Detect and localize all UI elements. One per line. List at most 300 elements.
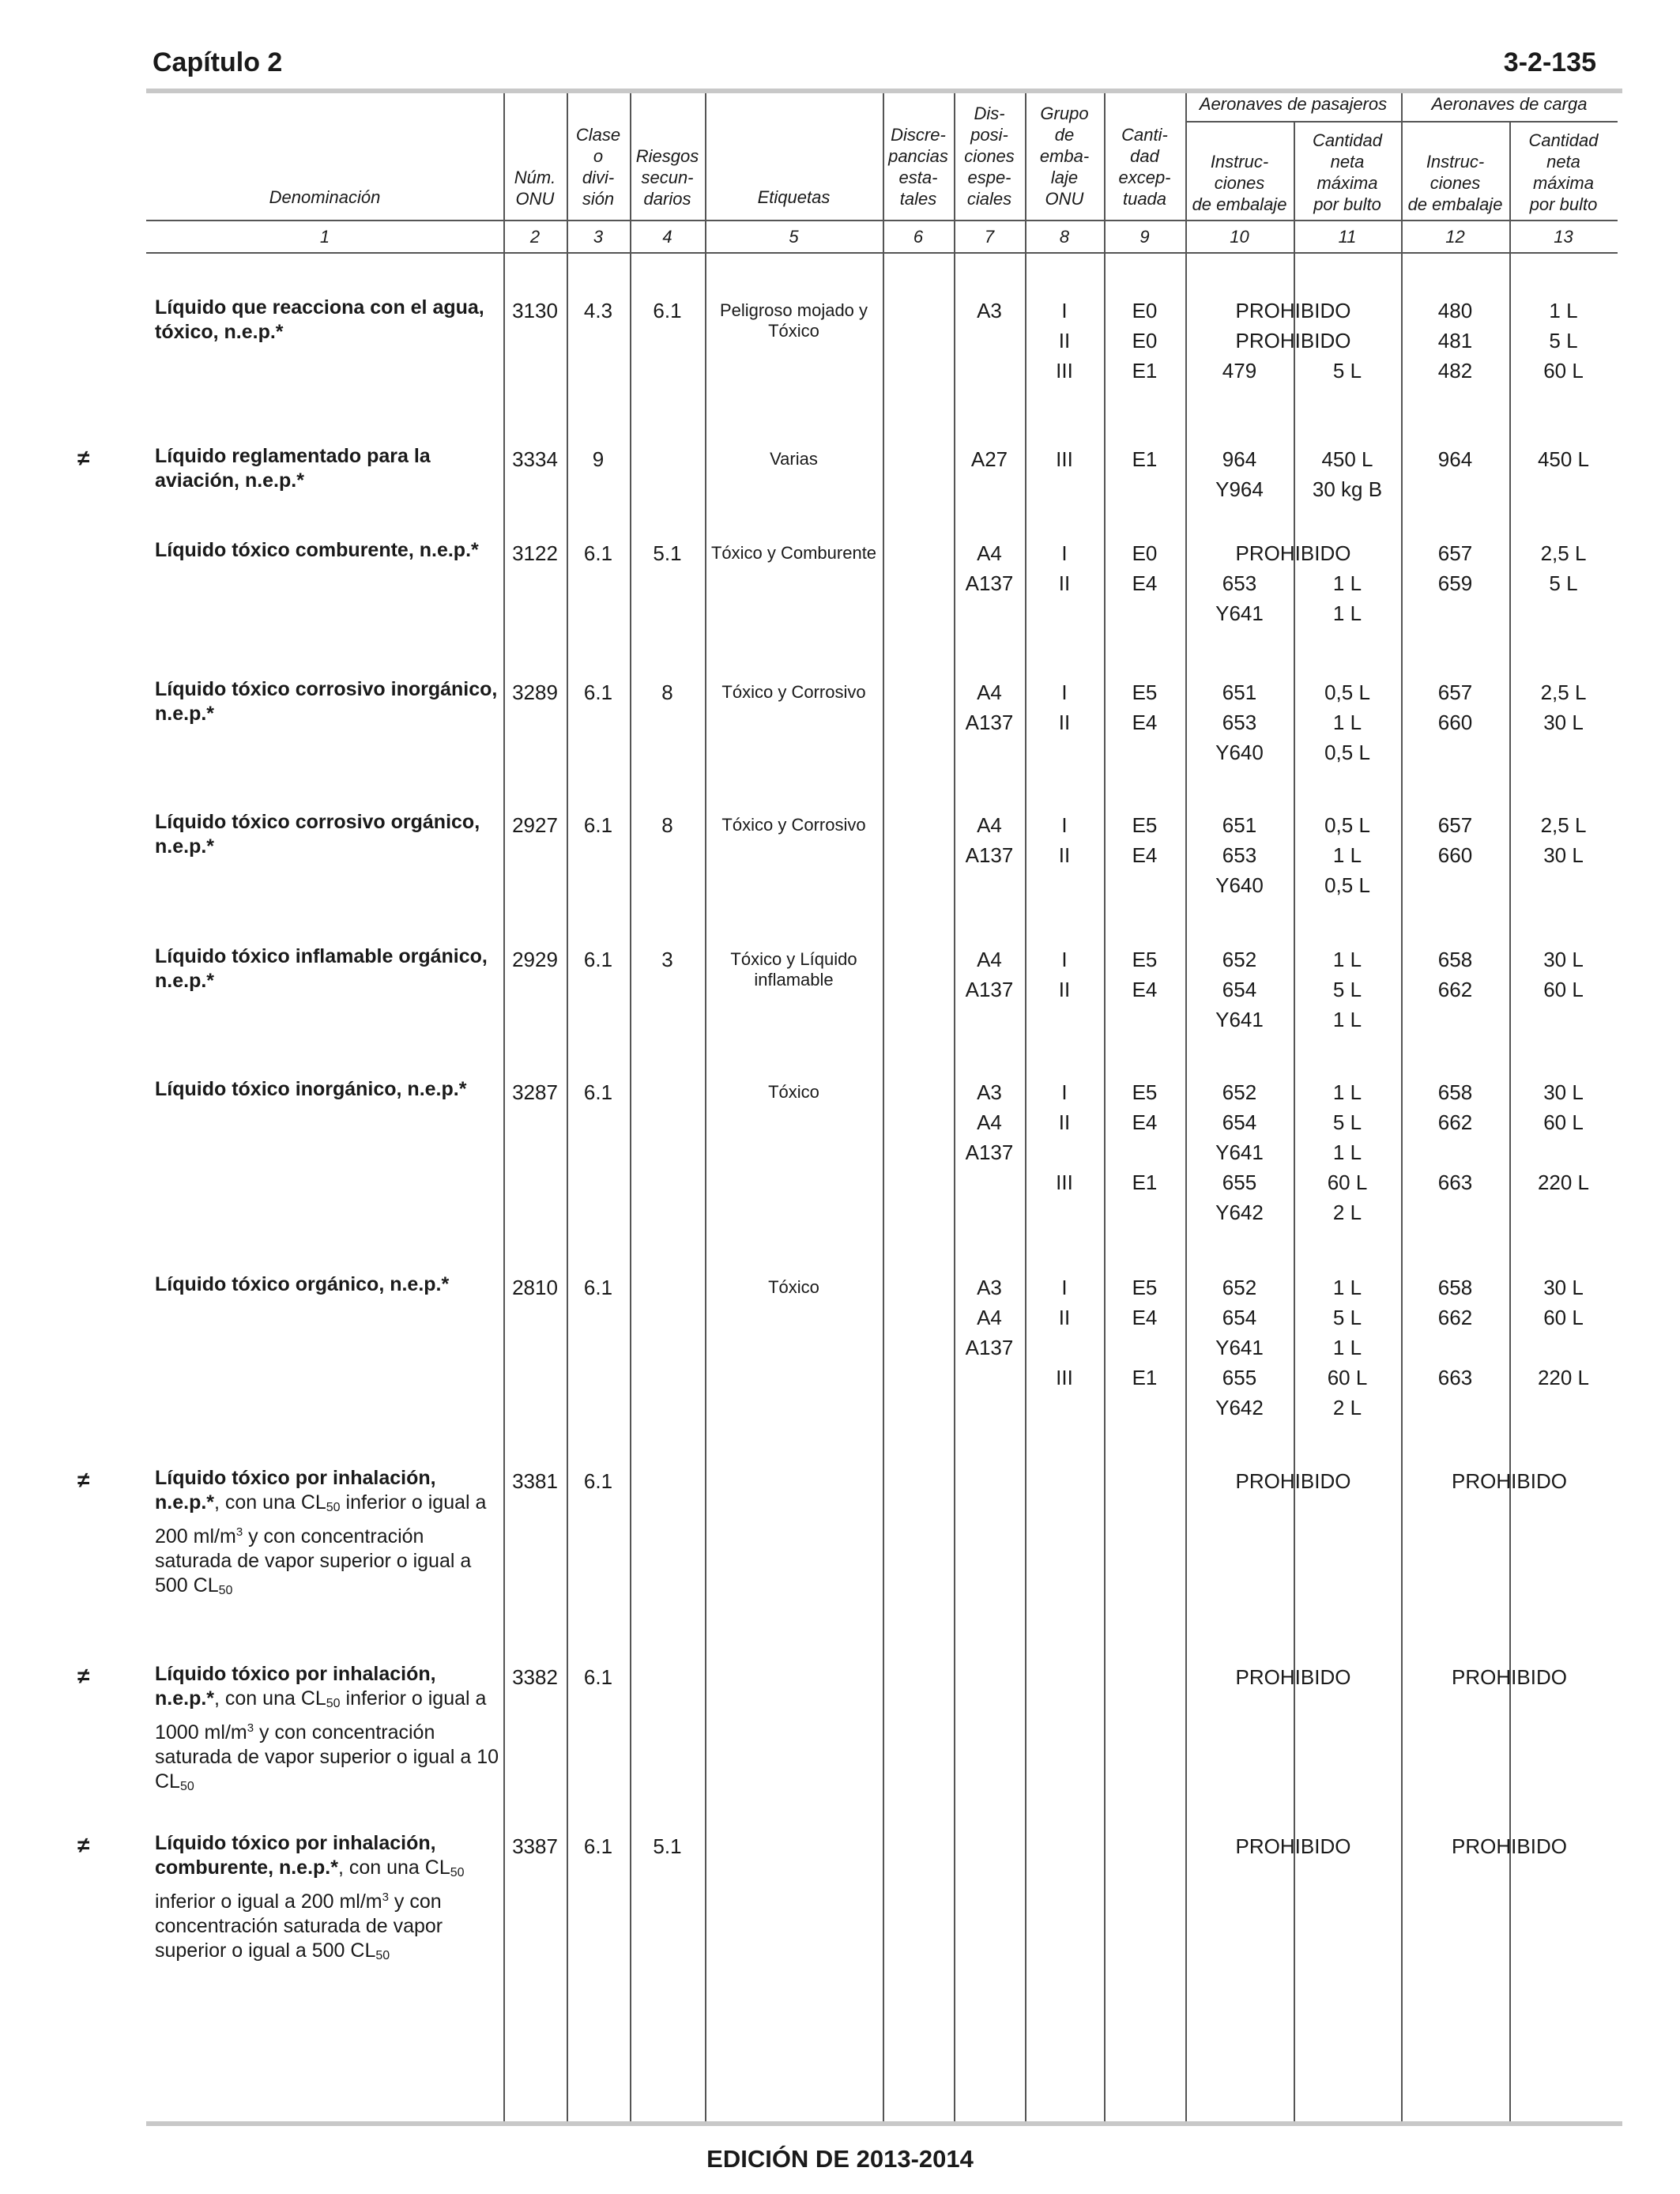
packing-group-value: II xyxy=(1058,1110,1071,1134)
pax-quantity-value: 1 L xyxy=(1332,1336,1362,1359)
pax-instruction-value: 654 xyxy=(1222,1306,1257,1329)
packing-group-value: I xyxy=(1061,541,1068,565)
pax-instruction-value: 653 xyxy=(1222,571,1257,595)
hazard-label: Tóxico y Líquido inflamable xyxy=(730,949,857,990)
class-division xyxy=(567,944,630,974)
column-rule xyxy=(630,93,631,2121)
cargo-max-quantity xyxy=(1509,538,1618,598)
cargo-max-quantity-value xyxy=(1509,1333,1618,1363)
subsidiary-risk-value xyxy=(630,1077,705,1107)
packing-group-value: II xyxy=(1058,711,1071,734)
packing-group-value: III xyxy=(1056,1366,1073,1389)
packing-group-value: I xyxy=(1061,813,1068,837)
cargo-packing-instruction-value xyxy=(1401,1137,1509,1167)
packing-group xyxy=(1025,677,1104,737)
class-division-value: 6.1 xyxy=(583,1080,613,1104)
pax-max-quantity xyxy=(1294,444,1401,504)
subsidiary-risk xyxy=(630,944,705,974)
subsidiary-risk xyxy=(630,1272,705,1302)
excepted-quantity-value: E5 xyxy=(1132,680,1158,704)
column-number: 8 xyxy=(1059,227,1070,247)
pax-packing-instruction xyxy=(1185,444,1294,504)
pax-packing-instruction xyxy=(1185,1272,1294,1423)
pax-quantity-value xyxy=(1294,326,1401,356)
class-division-value: 6.1 xyxy=(583,680,613,704)
substance-name: Líquido tóxico por inhalación, n.e.p.*, con una $CL_{50}$ inferior o igual a 200 $ml/m^3$ y con concentración saturada de vapor superior o igual a 500 $CL_{50}$ xyxy=(155,1467,487,1597)
col-header-cant-pax: Cantidad neta máxima por bulto xyxy=(1312,130,1383,214)
pax-instruction-value: Y640 xyxy=(1215,741,1264,764)
cargo-packing-instruction-value: 660 xyxy=(1437,843,1473,867)
pax-quantity-value: 0,5 L xyxy=(1324,813,1370,837)
cargo-max-quantity xyxy=(1509,810,1618,870)
cargo-max-quantity-value: 30 L xyxy=(1543,1080,1584,1104)
group-rule xyxy=(1185,121,1618,123)
cargo-max-quantity xyxy=(1509,1077,1618,1197)
pax-quantity-value: 60 L xyxy=(1327,1171,1368,1194)
excepted-quantity-value: E1 xyxy=(1132,1171,1158,1194)
subsidiary-risk-value: 8 xyxy=(661,813,673,837)
substance-name: Líquido tóxico corrosivo orgánico, n.e.p.* xyxy=(155,811,480,858)
header-rule xyxy=(146,220,1618,221)
column-number: 7 xyxy=(984,227,995,247)
special-provisions-value: A4 xyxy=(977,813,1002,837)
pax-instruction-value: 651 xyxy=(1222,680,1257,704)
cargo-packing-instruction-value: 481 xyxy=(1437,329,1473,352)
un-number xyxy=(503,1077,567,1107)
column-number: 10 xyxy=(1230,227,1249,247)
pax-instruction-value: Y641 xyxy=(1215,1140,1264,1164)
special-provisions-value: A137 xyxy=(965,711,1014,734)
chapter-title: Capítulo 2 xyxy=(153,47,283,77)
subsidiary-risk xyxy=(630,1662,705,1692)
pax-instruction-value: 654 xyxy=(1222,1110,1257,1134)
excepted-quantity xyxy=(1104,810,1185,870)
pax-instruction-value: Y964 xyxy=(1215,477,1264,501)
col-header-etiquetas: Etiquetas xyxy=(757,187,831,207)
packing-group-value xyxy=(1025,1333,1104,1363)
pax-instruction-value: Y642 xyxy=(1215,1396,1264,1419)
packing-group-value: I xyxy=(1061,1276,1068,1299)
pax-instruction-value: 653 xyxy=(1222,711,1257,734)
packing-group xyxy=(1025,944,1104,1005)
pax-instruction-value: Y641 xyxy=(1215,601,1264,625)
hazard-label: Peligroso mojado y Tóxico xyxy=(719,300,868,341)
excepted-quantity-value: E5 xyxy=(1132,813,1158,837)
cargo-packing-instruction xyxy=(1401,677,1509,737)
column-number: 1 xyxy=(319,227,330,247)
column-rule xyxy=(567,93,568,2121)
col-header-instr-cargo: Instruc- ciones de embalaje xyxy=(1407,152,1503,214)
excepted-quantity xyxy=(1104,1272,1185,1393)
cargo-packing-instruction-value: 657 xyxy=(1437,680,1473,704)
cargo-packing-instruction-value: 659 xyxy=(1437,571,1473,595)
excepted-quantity-value: E0 xyxy=(1132,299,1158,322)
cargo-max-quantity-value xyxy=(1509,1137,1618,1167)
pax-max-quantity xyxy=(1294,1272,1401,1423)
class-division xyxy=(567,1272,630,1302)
excepted-quantity xyxy=(1104,677,1185,737)
col-group-carga: Aeronaves de carga xyxy=(1431,94,1588,114)
cargo-max-quantity xyxy=(1509,677,1618,737)
substance-name: Líquido tóxico inorgánico, n.e.p.* xyxy=(155,1078,467,1100)
cargo-max-quantity-value: 30 L xyxy=(1543,1276,1584,1299)
cargo-packing-instruction-value: 658 xyxy=(1437,1276,1473,1299)
column-number: 5 xyxy=(789,227,799,247)
pax-max-quantity xyxy=(1294,810,1401,900)
un-number xyxy=(503,1831,567,1861)
special-provisions-value: A4 xyxy=(977,680,1002,704)
pax-quantity-value: 5 L xyxy=(1332,978,1362,1001)
special-provisions xyxy=(954,1077,1025,1167)
subsidiary-risk-value xyxy=(630,1272,705,1302)
pax-quantity-value: 5 L xyxy=(1332,1110,1362,1134)
cargo-packing-instruction xyxy=(1401,296,1509,386)
packing-group xyxy=(1025,1272,1104,1393)
cargo-max-quantity-value: 5 L xyxy=(1549,329,1578,352)
subsidiary-risk xyxy=(630,810,705,840)
pax-instruction-value: 652 xyxy=(1222,1276,1257,1299)
pax-prohibited: PROHIBIDO xyxy=(1235,1665,1351,1689)
packing-group-value: III xyxy=(1056,359,1073,383)
pax-quantity-value: 1 L xyxy=(1332,948,1362,971)
substance-name: Líquido tóxico corrosivo inorgánico, n.e.p.* xyxy=(155,678,498,725)
cargo-max-quantity-value: 450 L xyxy=(1537,447,1590,471)
pax-quantity-value: 1 L xyxy=(1332,1080,1362,1104)
special-provisions xyxy=(954,810,1025,870)
edition-footer: EDICIÓN DE 2013-2014 xyxy=(706,2145,974,2173)
excepted-quantity xyxy=(1104,1077,1185,1197)
packing-group-value: II xyxy=(1058,571,1071,595)
pax-instruction-value: 654 xyxy=(1222,978,1257,1001)
pax-quantity-value: 2 L xyxy=(1332,1396,1362,1419)
un-number-value: 3381 xyxy=(512,1469,558,1493)
cargo-max-quantity-value: 30 L xyxy=(1543,843,1584,867)
pax-prohibited: PROHIBIDO xyxy=(1235,1834,1351,1858)
special-provisions xyxy=(954,1272,1025,1363)
column-rule xyxy=(705,93,706,2121)
pax-instruction-value: Y640 xyxy=(1215,873,1264,897)
class-division xyxy=(567,1662,630,1692)
subsidiary-risk-value: 5.1 xyxy=(653,1834,682,1858)
special-provisions-value: A3 xyxy=(977,299,1002,322)
subsidiary-risk-value xyxy=(630,1466,705,1496)
cargo-prohibited: PROHIBIDO xyxy=(1452,1665,1567,1689)
cargo-packing-instruction xyxy=(1401,1077,1509,1197)
cargo-max-quantity-value: 220 L xyxy=(1537,1366,1590,1389)
pax-instruction-value: 651 xyxy=(1222,813,1257,837)
un-number-value: 3289 xyxy=(512,680,558,704)
pax-quantity-value: 0,5 L xyxy=(1324,741,1370,764)
class-division-value: 9 xyxy=(592,447,605,471)
excepted-quantity xyxy=(1104,444,1185,474)
pax-quantity-value: 1 L xyxy=(1332,601,1362,625)
pax-quantity-value: 60 L xyxy=(1327,1366,1368,1389)
special-provisions xyxy=(954,444,1025,474)
class-division-value: 6.1 xyxy=(583,541,613,565)
cargo-max-quantity-value: 2,5 L xyxy=(1540,680,1587,704)
column-number: 2 xyxy=(529,227,541,247)
pax-quantity-value: 0,5 L xyxy=(1324,680,1370,704)
subsidiary-risk xyxy=(630,677,705,707)
pax-prohibited: PROHIBIDO xyxy=(1235,1469,1351,1493)
excepted-quantity-value: E4 xyxy=(1132,843,1158,867)
number-rule xyxy=(146,252,1618,254)
cargo-packing-instruction-value: 662 xyxy=(1437,1306,1473,1329)
un-number xyxy=(503,538,567,568)
excepted-quantity-value xyxy=(1104,1137,1185,1167)
pax-max-quantity xyxy=(1294,1077,1401,1227)
special-provisions xyxy=(954,677,1025,737)
bottom-rule xyxy=(146,2121,1622,2126)
subsidiary-risk-value: 6.1 xyxy=(653,299,682,322)
column-number: 13 xyxy=(1554,227,1573,247)
col-header-denominacion: Denominación xyxy=(269,187,381,207)
col-header-riesgos: Riesgos secun- darios xyxy=(635,146,699,209)
excepted-quantity-value xyxy=(1104,1333,1185,1363)
col-header-instr-pax: Instruc- ciones de embalaje xyxy=(1192,152,1287,214)
pax-packing-instruction xyxy=(1185,1077,1294,1227)
pax-packing-instruction xyxy=(1185,944,1294,1035)
excepted-quantity xyxy=(1104,538,1185,598)
cargo-packing-instruction xyxy=(1401,944,1509,1005)
class-division-value: 6.1 xyxy=(583,1834,613,1858)
col-group-pasajeros: Aeronaves de pasajeros xyxy=(1199,94,1388,114)
pax-quantity-value: 2 L xyxy=(1332,1201,1362,1224)
pax-quantity-value: 1 L xyxy=(1332,571,1362,595)
packing-group-value: II xyxy=(1058,329,1071,352)
subsidiary-risk-value: 3 xyxy=(661,948,673,971)
cargo-max-quantity-value: 60 L xyxy=(1543,1110,1584,1134)
un-number-value: 2929 xyxy=(512,948,558,971)
class-division xyxy=(567,810,630,840)
excepted-quantity-value: E0 xyxy=(1132,541,1158,565)
pax-packing-instruction xyxy=(1185,810,1294,900)
special-provisions xyxy=(954,538,1025,598)
special-provisions xyxy=(954,944,1025,1005)
un-number-value: 3287 xyxy=(512,1080,558,1104)
class-division-value: 6.1 xyxy=(583,813,613,837)
excepted-quantity-value: E4 xyxy=(1132,711,1158,734)
cargo-max-quantity-value: 2,5 L xyxy=(1540,541,1587,565)
subsidiary-risk-value xyxy=(630,444,705,474)
column-number: 9 xyxy=(1139,227,1150,247)
cargo-max-quantity xyxy=(1509,444,1618,474)
un-number xyxy=(503,296,567,326)
cargo-packing-instruction-value: 480 xyxy=(1437,299,1473,322)
un-number-value: 3334 xyxy=(512,447,558,471)
col-header-disposiciones: Dis- posi- ciones espe- ciales xyxy=(964,104,1015,209)
packing-group xyxy=(1025,1077,1104,1197)
pax-instruction-value: 964 xyxy=(1222,447,1257,471)
excepted-quantity-value: E1 xyxy=(1132,1366,1158,1389)
special-provisions-value: A3 xyxy=(977,1080,1002,1104)
packing-group-value: III xyxy=(1056,1171,1073,1194)
pax-instruction-value: Y641 xyxy=(1215,1336,1264,1359)
change-mark: ≠ xyxy=(77,446,90,470)
col-header-cantidad-exceptuada: Canti- dad excep- tuada xyxy=(1118,125,1171,209)
un-number xyxy=(503,677,567,707)
un-number-value: 3130 xyxy=(512,299,558,322)
excepted-quantity xyxy=(1104,944,1185,1005)
excepted-quantity-value: E5 xyxy=(1132,1080,1158,1104)
subsidiary-risk xyxy=(630,444,705,474)
substance-name: Líquido que reacciona con el agua, tóxico, n.e.p.* xyxy=(155,296,484,343)
pax-max-quantity xyxy=(1294,296,1401,386)
un-number xyxy=(503,1466,567,1496)
col-header-discrepancias: Discre- pancias esta- tales xyxy=(888,125,948,209)
pax-quantity-value: 1 L xyxy=(1332,843,1362,867)
pax-quantity-value: 5 L xyxy=(1332,359,1362,383)
column-number: 11 xyxy=(1338,227,1357,247)
subsidiary-risk-value: 8 xyxy=(661,680,673,704)
cargo-max-quantity-value: 60 L xyxy=(1543,1306,1584,1329)
un-number xyxy=(503,810,567,840)
cargo-max-quantity xyxy=(1509,944,1618,1005)
pax-prohibited: PROHIBIDO xyxy=(1235,329,1351,352)
pax-prohibited: PROHIBIDO xyxy=(1235,541,1351,565)
cargo-packing-instruction-value: 658 xyxy=(1437,948,1473,971)
un-number xyxy=(503,944,567,974)
pax-quantity-value xyxy=(1294,296,1401,326)
special-provisions-value: A4 xyxy=(977,541,1002,565)
cargo-max-quantity-value: 60 L xyxy=(1543,978,1584,1001)
hazard-label: Tóxico y Comburente xyxy=(710,543,877,563)
cargo-max-quantity-value: 5 L xyxy=(1549,571,1578,595)
pax-instruction-value: Y642 xyxy=(1215,1201,1264,1224)
pax-instruction-value: 652 xyxy=(1222,1080,1257,1104)
cargo-packing-instruction xyxy=(1401,810,1509,870)
cargo-packing-instruction xyxy=(1401,1272,1509,1393)
excepted-quantity-value: E0 xyxy=(1132,329,1158,352)
col-header-cant-cargo: Cantidad neta máxima por bulto xyxy=(1528,130,1599,214)
un-number-value: 2810 xyxy=(512,1276,558,1299)
packing-group-value: I xyxy=(1061,948,1068,971)
pax-instruction-value: Y641 xyxy=(1215,1008,1264,1031)
special-provisions-value: A137 xyxy=(965,1336,1014,1359)
column-rule xyxy=(503,93,505,2121)
substance-name: Líquido tóxico comburente, n.e.p.* xyxy=(155,539,479,561)
packing-group-value: I xyxy=(1061,1080,1068,1104)
column-number: 12 xyxy=(1445,227,1465,247)
pax-max-quantity xyxy=(1294,677,1401,767)
col-header-clase: Clase o divi- sión xyxy=(575,125,621,209)
cargo-max-quantity xyxy=(1509,296,1618,386)
excepted-quantity-value: E4 xyxy=(1132,1306,1158,1329)
packing-group-value: II xyxy=(1058,978,1071,1001)
cargo-packing-instruction-value: 663 xyxy=(1437,1366,1473,1389)
special-provisions-value: A27 xyxy=(970,447,1008,471)
hazard-label: Tóxico y Corrosivo xyxy=(721,815,866,835)
cargo-max-quantity-value: 2,5 L xyxy=(1540,813,1587,837)
substance-name: Líquido tóxico orgánico, n.e.p.* xyxy=(155,1273,450,1295)
class-division xyxy=(567,538,630,568)
class-division-value: 6.1 xyxy=(583,1469,613,1493)
cargo-packing-instruction-value xyxy=(1401,1333,1509,1363)
class-division-value: 4.3 xyxy=(583,299,613,322)
special-provisions-value: A4 xyxy=(977,1306,1002,1329)
pax-prohibited: PROHIBIDO xyxy=(1235,299,1351,322)
packing-group-value: II xyxy=(1058,1306,1071,1329)
special-provisions xyxy=(954,296,1025,326)
cargo-prohibited: PROHIBIDO xyxy=(1452,1834,1567,1858)
subsidiary-risk xyxy=(630,1466,705,1496)
subsidiary-risk xyxy=(630,296,705,326)
un-number-value: 3122 xyxy=(512,541,558,565)
subsidiary-risk-value xyxy=(630,1662,705,1692)
pax-quantity-value: 1 L xyxy=(1332,1140,1362,1164)
un-number xyxy=(503,1272,567,1302)
cargo-packing-instruction-value: 482 xyxy=(1437,359,1473,383)
pax-quantity-value: 1 L xyxy=(1332,1276,1362,1299)
excepted-quantity xyxy=(1104,296,1185,386)
subsidiary-risk xyxy=(630,538,705,568)
excepted-quantity-value: E5 xyxy=(1132,1276,1158,1299)
special-provisions-value: A137 xyxy=(965,843,1014,867)
page-number: 3-2-135 xyxy=(1503,47,1596,77)
column-rule xyxy=(883,93,884,2121)
special-provisions-value: A137 xyxy=(965,1140,1014,1164)
cargo-packing-instruction xyxy=(1401,444,1509,474)
cargo-max-quantity-value: 1 L xyxy=(1549,299,1578,322)
packing-group-value: I xyxy=(1061,299,1068,322)
un-number xyxy=(503,444,567,474)
pax-packing-instruction xyxy=(1185,677,1294,767)
substance-name: Líquido tóxico por inhalación, comburente, n.e.p.*, con una $CL_{50}$ inferior o igual a 200 $ml/m^3$ y con concentración saturada de vapor superior o igual a 500 $CL_{50}$ xyxy=(155,1832,465,1962)
class-division xyxy=(567,1831,630,1861)
pax-instruction-value: 655 xyxy=(1222,1171,1257,1194)
un-number-value: 2927 xyxy=(512,813,558,837)
un-number xyxy=(503,1662,567,1692)
pax-quantity-value: 450 L xyxy=(1321,447,1373,471)
pax-instruction-value: 652 xyxy=(1222,948,1257,971)
cargo-max-quantity xyxy=(1509,1272,1618,1393)
cargo-max-quantity-value: 60 L xyxy=(1543,359,1584,383)
pax-quantity-value: 30 kg B xyxy=(1312,477,1383,501)
pax-instruction-value: 655 xyxy=(1222,1366,1257,1389)
substance-name: Líquido tóxico por inhalación, n.e.p.*, con una $CL_{50}$ inferior o igual a 1000 $ml/m^3$ y con concentración saturada de vapor superior o igual a 10 $CL_{50}$ xyxy=(155,1663,499,1793)
hazard-label: Tóxico xyxy=(768,1082,819,1102)
excepted-quantity-value: E5 xyxy=(1132,948,1158,971)
pax-quantity-value: 1 L xyxy=(1332,711,1362,734)
col-header-grupo: Grupo de emba- laje ONU xyxy=(1039,104,1090,209)
cargo-max-quantity-value: 220 L xyxy=(1537,1171,1590,1194)
column-number: 6 xyxy=(913,227,924,247)
cargo-packing-instruction-value: 964 xyxy=(1437,447,1473,471)
cargo-max-quantity-value: 30 L xyxy=(1543,948,1584,971)
packing-group-value: III xyxy=(1056,447,1073,471)
subsidiary-risk xyxy=(630,1831,705,1861)
substance-name: Líquido reglamentado para la aviación, n.e.p.* xyxy=(155,445,431,492)
column-number: 3 xyxy=(593,227,604,247)
pax-instruction-value: 479 xyxy=(1222,359,1257,383)
cargo-max-quantity-value: 30 L xyxy=(1543,711,1584,734)
special-provisions-value: A137 xyxy=(965,571,1014,595)
packing-group-value: II xyxy=(1058,843,1071,867)
excepted-quantity-value: E4 xyxy=(1132,571,1158,595)
packing-group xyxy=(1025,538,1104,598)
cargo-packing-instruction-value: 663 xyxy=(1437,1171,1473,1194)
cargo-packing-instruction xyxy=(1401,538,1509,598)
class-division xyxy=(567,1466,630,1496)
pax-max-quantity xyxy=(1294,538,1401,628)
class-division xyxy=(567,296,630,326)
change-mark: ≠ xyxy=(77,1468,90,1492)
cargo-packing-instruction-value: 658 xyxy=(1437,1080,1473,1104)
hazard-label: Tóxico y Corrosivo xyxy=(721,682,866,702)
pax-max-quantity xyxy=(1294,944,1401,1035)
un-number-value: 3387 xyxy=(512,1834,558,1858)
hazard-label: Tóxico xyxy=(768,1277,819,1297)
